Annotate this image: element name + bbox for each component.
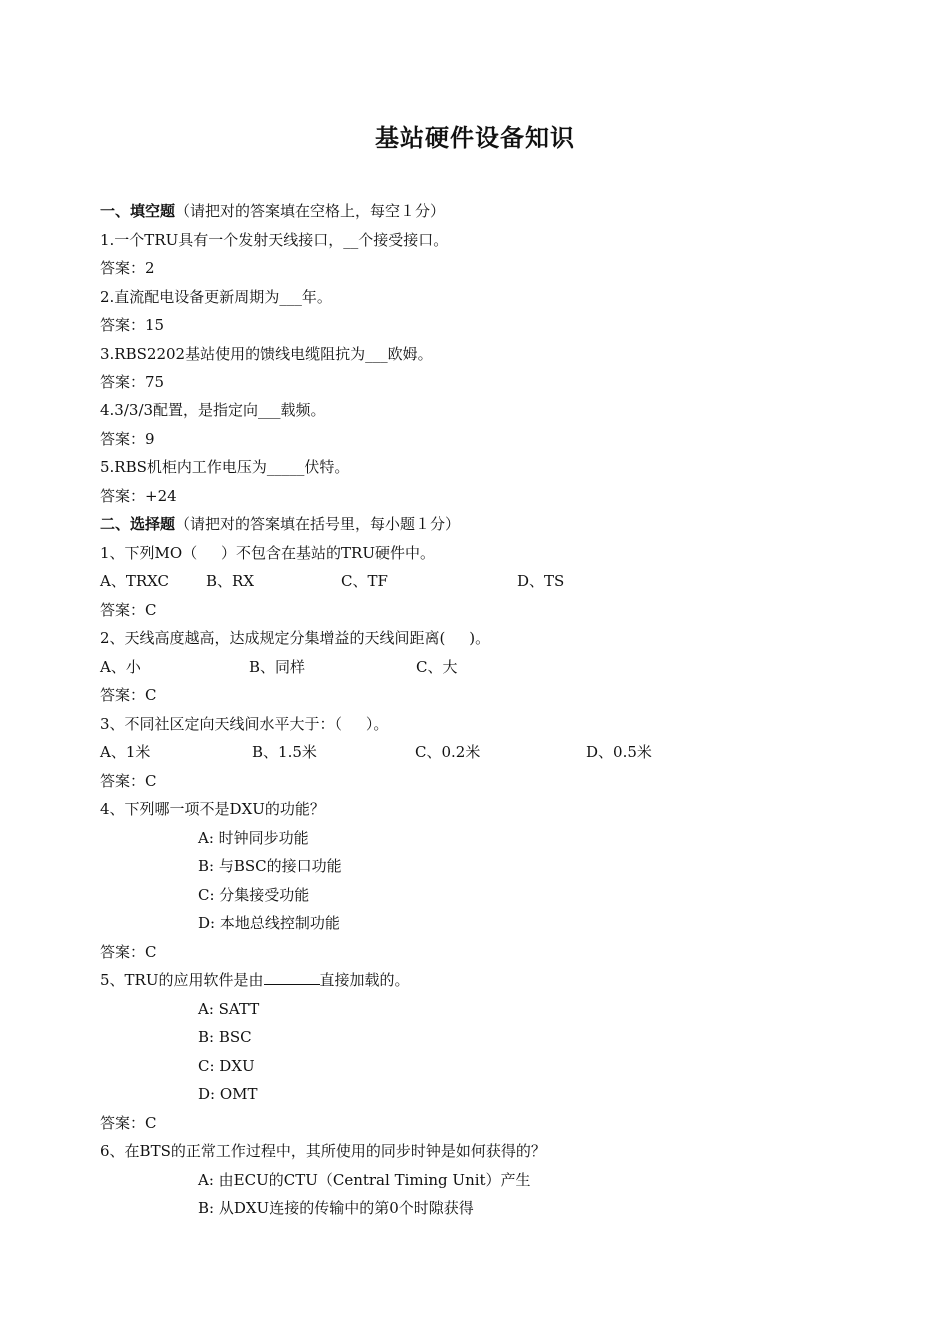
s2-q5-prefix: 5、TRU的应用软件是由 [100, 971, 264, 989]
s2-a3: 答案：C [100, 772, 157, 790]
s2-q4-option-b: B: 与BSC的接口功能 [198, 857, 342, 875]
s2-q6-option-a: A: 由ECU的CTU（Central Timing Unit）产生 [198, 1171, 531, 1189]
s2-q2-option-b: B、同样 [249, 658, 306, 676]
s2-q5-option-d: D: OMT [198, 1085, 258, 1103]
section2-heading: 二、选择题 [100, 515, 176, 533]
s2-q1-option-c: C、TF [341, 572, 388, 590]
s2-q2-option-c: C、大 [416, 658, 458, 676]
section1-note: （请把对的答案填在空格上，每空１分） [175, 202, 446, 220]
section1-header [100, 201, 445, 221]
s2-q1-option-a: A、TRXC [100, 572, 170, 590]
s2-q3-option-b: B、1.5米 [252, 743, 317, 761]
s2-q2: 2、天线高度越高，达成规定分集增益的天线间距离( )。 [100, 629, 491, 647]
page-title: 基站硬件设备知识 [375, 123, 575, 152]
s2-q6-option-b: B: 从DXU连接的传输中的第0个时隙获得 [198, 1199, 474, 1217]
s1-q1: 1.一个TRU具有一个发射天线接口，__个接受接口。 [100, 231, 449, 249]
s1-q2: 2.直流配电设备更新周期为___年。 [100, 288, 332, 306]
s1-a1: 答案：2 [100, 259, 155, 277]
s1-q5: 5.RBS机柜内工作电压为_____伏特。 [100, 458, 350, 476]
s2-a1: 答案：C [100, 601, 157, 619]
s2-q5-option-b: B: BSC [198, 1028, 252, 1046]
s1-q4: 4.3/3/3配置，是指定向___载频。 [100, 401, 326, 419]
s2-q4: 4、下列哪一项不是DXU的功能？ [100, 800, 325, 818]
s2-q5 [100, 970, 410, 990]
section1-heading: 一、填空题 [100, 202, 176, 220]
s2-q5-option-a: A: SATT [198, 1000, 260, 1018]
s2-q4-option-c: C: 分集接受功能 [198, 886, 310, 904]
s2-q5-option-c: C: DXU [198, 1057, 255, 1075]
s2-q5-blank [264, 970, 320, 985]
s2-q4-option-d: D: 本地总线控制功能 [198, 914, 340, 932]
s1-a2: 答案：15 [100, 316, 165, 334]
s2-q1-option-d: D、TS [517, 572, 565, 590]
s1-a4: 答案：9 [100, 430, 155, 448]
s2-q3-option-d: D、0.5米 [586, 743, 652, 761]
s1-a3: 答案：75 [100, 373, 165, 391]
s1-a5: 答案：+24 [100, 487, 177, 505]
section2-note: （请把对的答案填在括号里，每小题１分） [175, 515, 461, 533]
s2-q6: 6、在BTS的正常工作过程中，其所使用的同步时钟是如何获得的？ [100, 1142, 546, 1160]
section2-header [100, 514, 460, 534]
s2-a2: 答案：C [100, 686, 157, 704]
s2-q1: 1、下列MO（ ）不包含在基站的TRU硬件中。 [100, 544, 435, 562]
s2-q2-option-a: A、小 [100, 658, 141, 676]
s2-q3-option-c: C、0.2米 [415, 743, 481, 761]
s2-q3-option-a: A、1米 [100, 743, 151, 761]
s2-q4-option-a: A: 时钟同步功能 [198, 829, 309, 847]
s2-q1-option-b: B、RX [206, 572, 254, 590]
s1-q3: 3.RBS2202基站使用的馈线电缆阻抗为___欧姆。 [100, 345, 433, 363]
s2-q5-suffix: 直接加载的。 [319, 971, 410, 989]
s2-a5: 答案：C [100, 1114, 157, 1132]
s2-a4: 答案：C [100, 943, 157, 961]
s2-q3: 3、不同社区定向天线间水平大于：（ ）。 [100, 715, 389, 733]
